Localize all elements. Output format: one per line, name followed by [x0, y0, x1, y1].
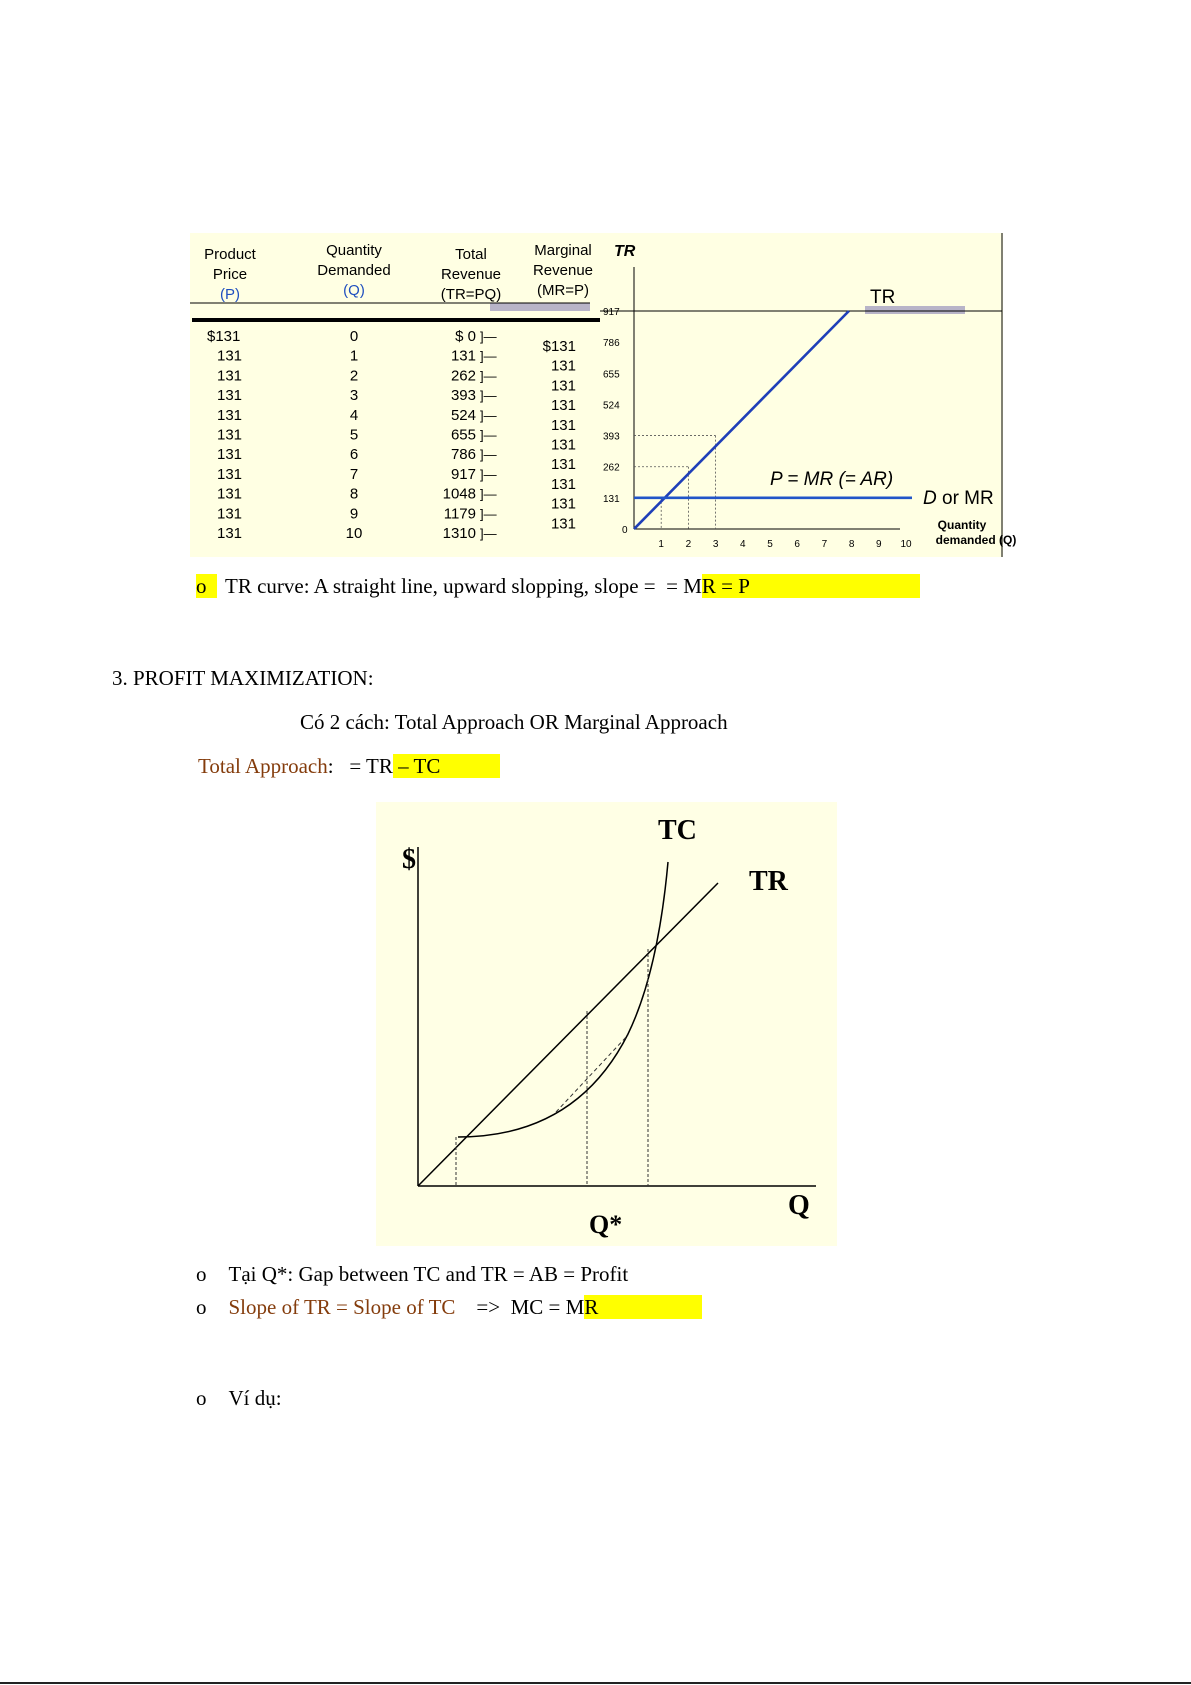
cell-quantity: 8: [349, 485, 359, 503]
cell-marginal-revenue: $131: [542, 338, 576, 355]
cell-price: 131: [217, 347, 243, 365]
x-tick-label: 10: [900, 539, 912, 550]
total-approach-formula-highlight: – TC: [393, 754, 500, 778]
dollar-label: $: [402, 844, 416, 875]
tc-curve: [458, 862, 668, 1137]
row-bracket: ]—: [480, 427, 497, 443]
bullet-slope-marker: o: [196, 1295, 207, 1319]
bullet-tr-highlight: R = P: [702, 574, 920, 598]
table-rows: [207, 328, 576, 542]
header-tr-line2: Revenue: [440, 266, 502, 283]
cell-total-revenue: 393: [450, 387, 476, 405]
cell-price: 131: [217, 367, 243, 385]
total-approach-formula: = TR: [333, 754, 393, 778]
d-or-mr-label: D or MR: [923, 488, 994, 509]
cell-price: 131: [217, 387, 243, 405]
cell-total-revenue: 1179: [443, 505, 476, 523]
cell-quantity: 4: [349, 406, 359, 424]
cell-quantity: 7: [349, 465, 359, 483]
bullet-example-marker: o: [196, 1386, 207, 1410]
y-tick-label: 0: [622, 525, 628, 536]
header-price: [204, 246, 257, 303]
header-mr-line2: Revenue: [532, 262, 594, 279]
cell-total-revenue: 917: [450, 465, 476, 483]
header-tr-line3: (TR=PQ): [440, 286, 502, 303]
x-axis-title-line2: demanded (Q): [935, 533, 1017, 547]
cell-price: 131: [217, 525, 243, 542]
qstar-label: Q*: [589, 1210, 623, 1239]
x-tick-label: 7: [821, 539, 828, 550]
bullet-slope-plain: => MC = M: [455, 1295, 585, 1319]
intro-text: Có 2 cách: Total Approach OR Marginal Approach: [300, 710, 728, 734]
cell-price: 131: [217, 465, 243, 483]
cell-price: 131: [217, 485, 243, 503]
bullet-gap-marker: o: [196, 1262, 207, 1286]
row-bracket: ]—: [480, 329, 497, 344]
header-price-line3: (P): [220, 286, 240, 303]
cell-quantity: 1: [349, 347, 359, 365]
row-bracket: ]—: [480, 447, 497, 463]
x-tick-label: 4: [740, 539, 746, 550]
cell-quantity: 9: [349, 505, 359, 523]
y-tick-label: 393: [603, 431, 620, 443]
header-mr-line1: Marginal: [534, 242, 592, 259]
x-axis-title-line1: Quantity: [937, 518, 987, 532]
tc-tr-diagram: [376, 802, 837, 1246]
bullet-slope-brown: Slope of TR = Slope of TC: [228, 1295, 456, 1319]
y-tick-label: 131: [603, 493, 620, 505]
x-tick-label: 5: [767, 539, 773, 550]
x-tick-label: 2: [685, 539, 692, 550]
header-mr-line3: (MR=P): [536, 282, 590, 299]
cell-quantity: 2: [349, 367, 359, 385]
cell-total-revenue: 524: [450, 406, 476, 424]
y-tick-label: 786: [603, 338, 620, 350]
cell-marginal-revenue: 131: [550, 475, 576, 493]
header-highlight-bar: [490, 303, 590, 311]
total-approach-line: [156, 754, 500, 779]
cell-quantity: 10: [345, 525, 363, 542]
cell-price: 131: [217, 426, 243, 444]
cell-quantity: 0: [349, 328, 359, 345]
cell-marginal-revenue: 131: [550, 456, 576, 474]
tr-line: [418, 883, 718, 1186]
cell-quantity: 3: [349, 387, 359, 405]
cell-marginal-revenue: 131: [550, 436, 576, 454]
x-tick-label: 3: [712, 539, 719, 550]
cell-total-revenue: 131: [450, 347, 476, 365]
header-quantity: [317, 242, 390, 299]
row-bracket: ]—: [480, 407, 497, 423]
header-quantity-line1: Quantity: [326, 242, 382, 259]
q-axis-label: Q: [788, 1190, 810, 1221]
section-heading: 3. PROFIT MAXIMIZATION:: [112, 666, 374, 690]
cell-marginal-revenue: 131: [550, 377, 576, 395]
x-tick-label: 9: [876, 539, 882, 550]
tr-series-label: TR: [870, 287, 896, 308]
cell-marginal-revenue: 131: [550, 515, 576, 533]
cell-marginal-revenue: 131: [550, 397, 576, 415]
y-tick-label: 917: [603, 307, 620, 318]
cell-price: 131: [217, 505, 243, 523]
y-tick-label: 524: [603, 400, 620, 412]
tr-label: TR: [749, 866, 788, 897]
bullet-example-text: Ví dụ:: [228, 1386, 282, 1410]
cell-total-revenue: 1048: [442, 485, 476, 503]
footer-rule: [0, 1682, 1191, 1684]
tc-label: TC: [658, 815, 697, 846]
bullet-gap-text: Tại Q*: Gap between TC and TR = AB = Profit: [228, 1262, 629, 1286]
header-price-line1: Product: [204, 246, 256, 263]
total-approach-label: Total Approach: [198, 754, 328, 778]
row-bracket: ]—: [480, 486, 497, 502]
x-tick-label: 8: [848, 539, 855, 550]
cell-price: 131: [217, 446, 243, 464]
bullet-slope-highlight: R: [584, 1295, 702, 1319]
cell-total-revenue: $ 0: [455, 328, 476, 345]
header-quantity-line2: Demanded: [317, 262, 391, 279]
y-tick-label: 262: [603, 462, 620, 474]
cell-marginal-revenue: 131: [550, 357, 576, 375]
cell-quantity: 5: [349, 426, 359, 444]
bullet-gap: [196, 1262, 628, 1287]
bullet-example: [196, 1386, 282, 1411]
cell-total-revenue: 655: [450, 426, 476, 444]
row-bracket: ]—: [480, 526, 497, 541]
y-tick-label: 655: [603, 369, 620, 381]
header-total-revenue: [441, 246, 501, 303]
header-quantity-line3: (Q): [343, 282, 365, 299]
header-marginal-revenue: [533, 242, 593, 299]
revenue-table-chart-figure: [190, 233, 1017, 557]
bullet-marker: o: [196, 574, 207, 598]
header-price-line2: Price: [212, 266, 248, 283]
cell-total-revenue: 786: [450, 446, 476, 464]
row-bracket: ]—: [480, 368, 497, 384]
tc-tr-svg: [376, 802, 837, 1246]
tr-series-line: [634, 311, 849, 529]
row-bracket: ]—: [480, 466, 497, 482]
tangent-dashed: [556, 1035, 628, 1112]
bullet-marker-pad: [207, 574, 218, 598]
cell-quantity: 6: [349, 446, 359, 464]
header-tr-line1: Total: [455, 246, 487, 263]
cell-price: 131: [217, 406, 243, 424]
row-bracket: ]—: [480, 388, 497, 404]
bullet-slope: [196, 1295, 702, 1320]
tr-chart: [600, 243, 1016, 550]
pmr-annotation: P = MR (= AR): [770, 469, 894, 490]
tr-axis-title: TR: [614, 243, 636, 260]
cell-price: $131: [207, 328, 241, 345]
cell-total-revenue: 262: [450, 367, 476, 385]
x-tick-label: 6: [794, 539, 800, 550]
cell-marginal-revenue: 131: [550, 416, 576, 434]
bullet-tr-curve: [196, 574, 920, 599]
row-bracket: ]—: [480, 348, 497, 364]
revenue-figure-svg: [190, 233, 1017, 557]
bullet-tr-text: TR curve: A straight line, upward slopping, slope = = M: [225, 574, 702, 598]
cell-total-revenue: 1310: [442, 525, 476, 542]
total-approach-colon: :: [327, 754, 334, 778]
cell-marginal-revenue: 131: [550, 495, 576, 513]
row-bracket: ]—: [480, 506, 497, 522]
x-tick-label: 1: [658, 539, 664, 550]
